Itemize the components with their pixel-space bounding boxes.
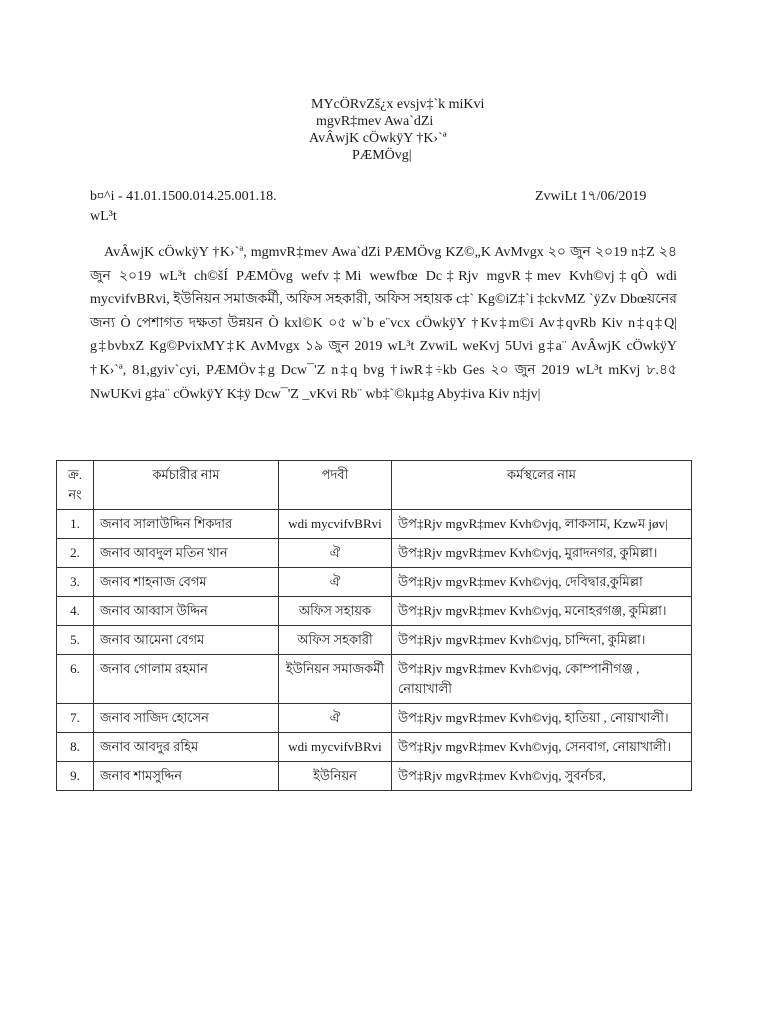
row-workplace: উপ‡Rjv mgvR‡mev Kvh©vjq, সেনবাগ, নোয়াখালী। [392, 733, 692, 762]
row-designation: ইউনিয়ন [279, 762, 392, 791]
row-name: জনাব আব্বাস উদ্দিন [94, 597, 279, 626]
row-name: জনাব শাহনাজ বেগম [94, 568, 279, 597]
row-workplace: উপ‡Rjv mgvR‡mev Kvh©vjq, সুবর্নচর, [392, 762, 692, 791]
memo-number: b¤^i - 41.01.1500.014.25.001.18. [90, 189, 277, 204]
row-serial: 3. [57, 568, 94, 597]
row-workplace: উপ‡Rjv mgvR‡mev Kvh©vjq, চান্দিনা, কুমিল্লা। [392, 626, 692, 655]
body-paragraph: AvÂwjK cÖwkÿY †K›`ª, mgmvR‡mev Awa`dZi PÆMÖvg KZ©„K AvMvgx ২০ জুন ২০19 n‡Z ২৪ জুন ২০19 wL³t ch©šÍ PÆMÖvg wefv‡Mi wewfbœ Dc‡Rjv mgvR‡mev Kvh©vj‡qÒ wdi mycvifvBRvi, ইউনিয়ন সমাজকর্মী, অফিস সহকারী, অফিস সহায়ক c‡` Kg©iZ‡`i ‡ckvMZ `ÿZv Dbœয়নের জন্য Ò পেশাগত দক্ষতা উন্নয়ন Ò kxl©K ০৫ w`b e¨vcx cÖwkÿY †Kv‡m©i Av‡qvRb Kiv n‡q‡Q| g‡bvbxZ Kg©PvixMY‡K AvMvgx ১৯ জুন 2019 wL³t ZvwiL weKvj 5Uvi g‡a¨ AvÂwjK cÖwkÿY †K›`ª, 81,gyiv`cyi, PÆMÖv‡g Dcw¯'Z n‡q bvg †iwR‡÷kb Ges ২০ জুন 2019 wL³t mKvj ৮.৪৫ NwUKvi g‡a¨ cÖwkÿY K‡ÿ Dcw¯'Z _vKvi Rb¨ wb‡`©kµ‡g Aby‡iva Kiv n‡jv| [90, 245, 677, 402]
row-serial: 4. [57, 597, 94, 626]
table-row [57, 539, 692, 568]
table-row [57, 655, 692, 704]
row-name: জনাব শামসুদ্দিন [94, 762, 279, 791]
letterhead-government: MYcÖRvZš¿x evsjv‡`k miKvi [311, 97, 485, 112]
header-serial: ক্র. নং [57, 461, 94, 510]
table-header-row [57, 461, 692, 510]
row-serial: 1. [57, 510, 94, 539]
row-name: জনাব সালাউদ্দিন শিকদার [94, 510, 279, 539]
letterhead [0, 96, 768, 164]
row-name: জনাব আমেনা বেগম [94, 626, 279, 655]
row-designation: অফিস সহায়ক [279, 597, 392, 626]
table-row [57, 626, 692, 655]
row-workplace: উপ‡Rjv mgvR‡mev Kvh©vjq, হাতিয়া , নোয়াখালী। [392, 704, 692, 733]
row-name: জনাব সাজিদ হোসেন [94, 704, 279, 733]
row-workplace: উপ‡Rjv mgvR‡mev Kvh©vjq, লাকসাম, Kzwম jøv| [392, 510, 692, 539]
staff-table [56, 460, 692, 791]
row-designation: wdi mycvifvBRvi [279, 510, 392, 539]
table-row [57, 510, 692, 539]
row-serial: 6. [57, 655, 94, 704]
row-designation: ঐ [279, 704, 392, 733]
letterhead-city: PÆMÖvg| [352, 148, 412, 163]
row-designation: ঐ [279, 539, 392, 568]
table-row [57, 568, 692, 597]
row-name: জনাব আবদুর রহিম [94, 733, 279, 762]
row-designation: ঐ [279, 568, 392, 597]
table-row [57, 704, 692, 733]
row-serial: 5. [57, 626, 94, 655]
row-workplace: উপ‡Rjv mgvR‡mev Kvh©vjq, মনোহরগঞ্জ, কুমিল্লা। [392, 597, 692, 626]
row-name: জনাব আবদুল মতিন খান [94, 539, 279, 568]
table-row [57, 733, 692, 762]
row-name: জনাব গোলাম রহমান [94, 655, 279, 704]
table-row [57, 597, 692, 626]
row-serial: 7. [57, 704, 94, 733]
row-serial: 2. [57, 539, 94, 568]
row-workplace: উপ‡Rjv mgvR‡mev Kvh©vjq, মুরাদনগর, কুমিল্লা। [392, 539, 692, 568]
letterhead-department: mgvR‡mev Awa`dZi [316, 114, 434, 129]
row-designation: অফিস সহকারী [279, 626, 392, 655]
row-designation: wdi mycvifvBRvi [279, 733, 392, 762]
row-workplace: উপ‡Rjv mgvR‡mev Kvh©vjq, কোম্পানীগঞ্জ , নোয়াখালী [392, 655, 692, 704]
row-designation: ইউনিয়ন সমাজকর্মী [279, 655, 392, 704]
row-serial: 8. [57, 733, 94, 762]
header-name: কর্মচারীর নাম [94, 461, 279, 510]
table-row [57, 762, 692, 791]
row-serial: 9. [57, 762, 94, 791]
memo-date: ZvwiLt 1৭/06/2019 [535, 189, 647, 204]
letter-marker: wL³t [90, 209, 117, 224]
letterhead-training-center: AvÂwjK cÖwkÿY †K›`ª [309, 131, 447, 146]
header-workplace: কর্মস্থলের নাম [392, 461, 692, 510]
header-designation: পদবী [279, 461, 392, 510]
row-workplace: উপ‡Rjv mgvR‡mev Kvh©vjq, দেবিদ্বার,কুমিল্লা [392, 568, 692, 597]
